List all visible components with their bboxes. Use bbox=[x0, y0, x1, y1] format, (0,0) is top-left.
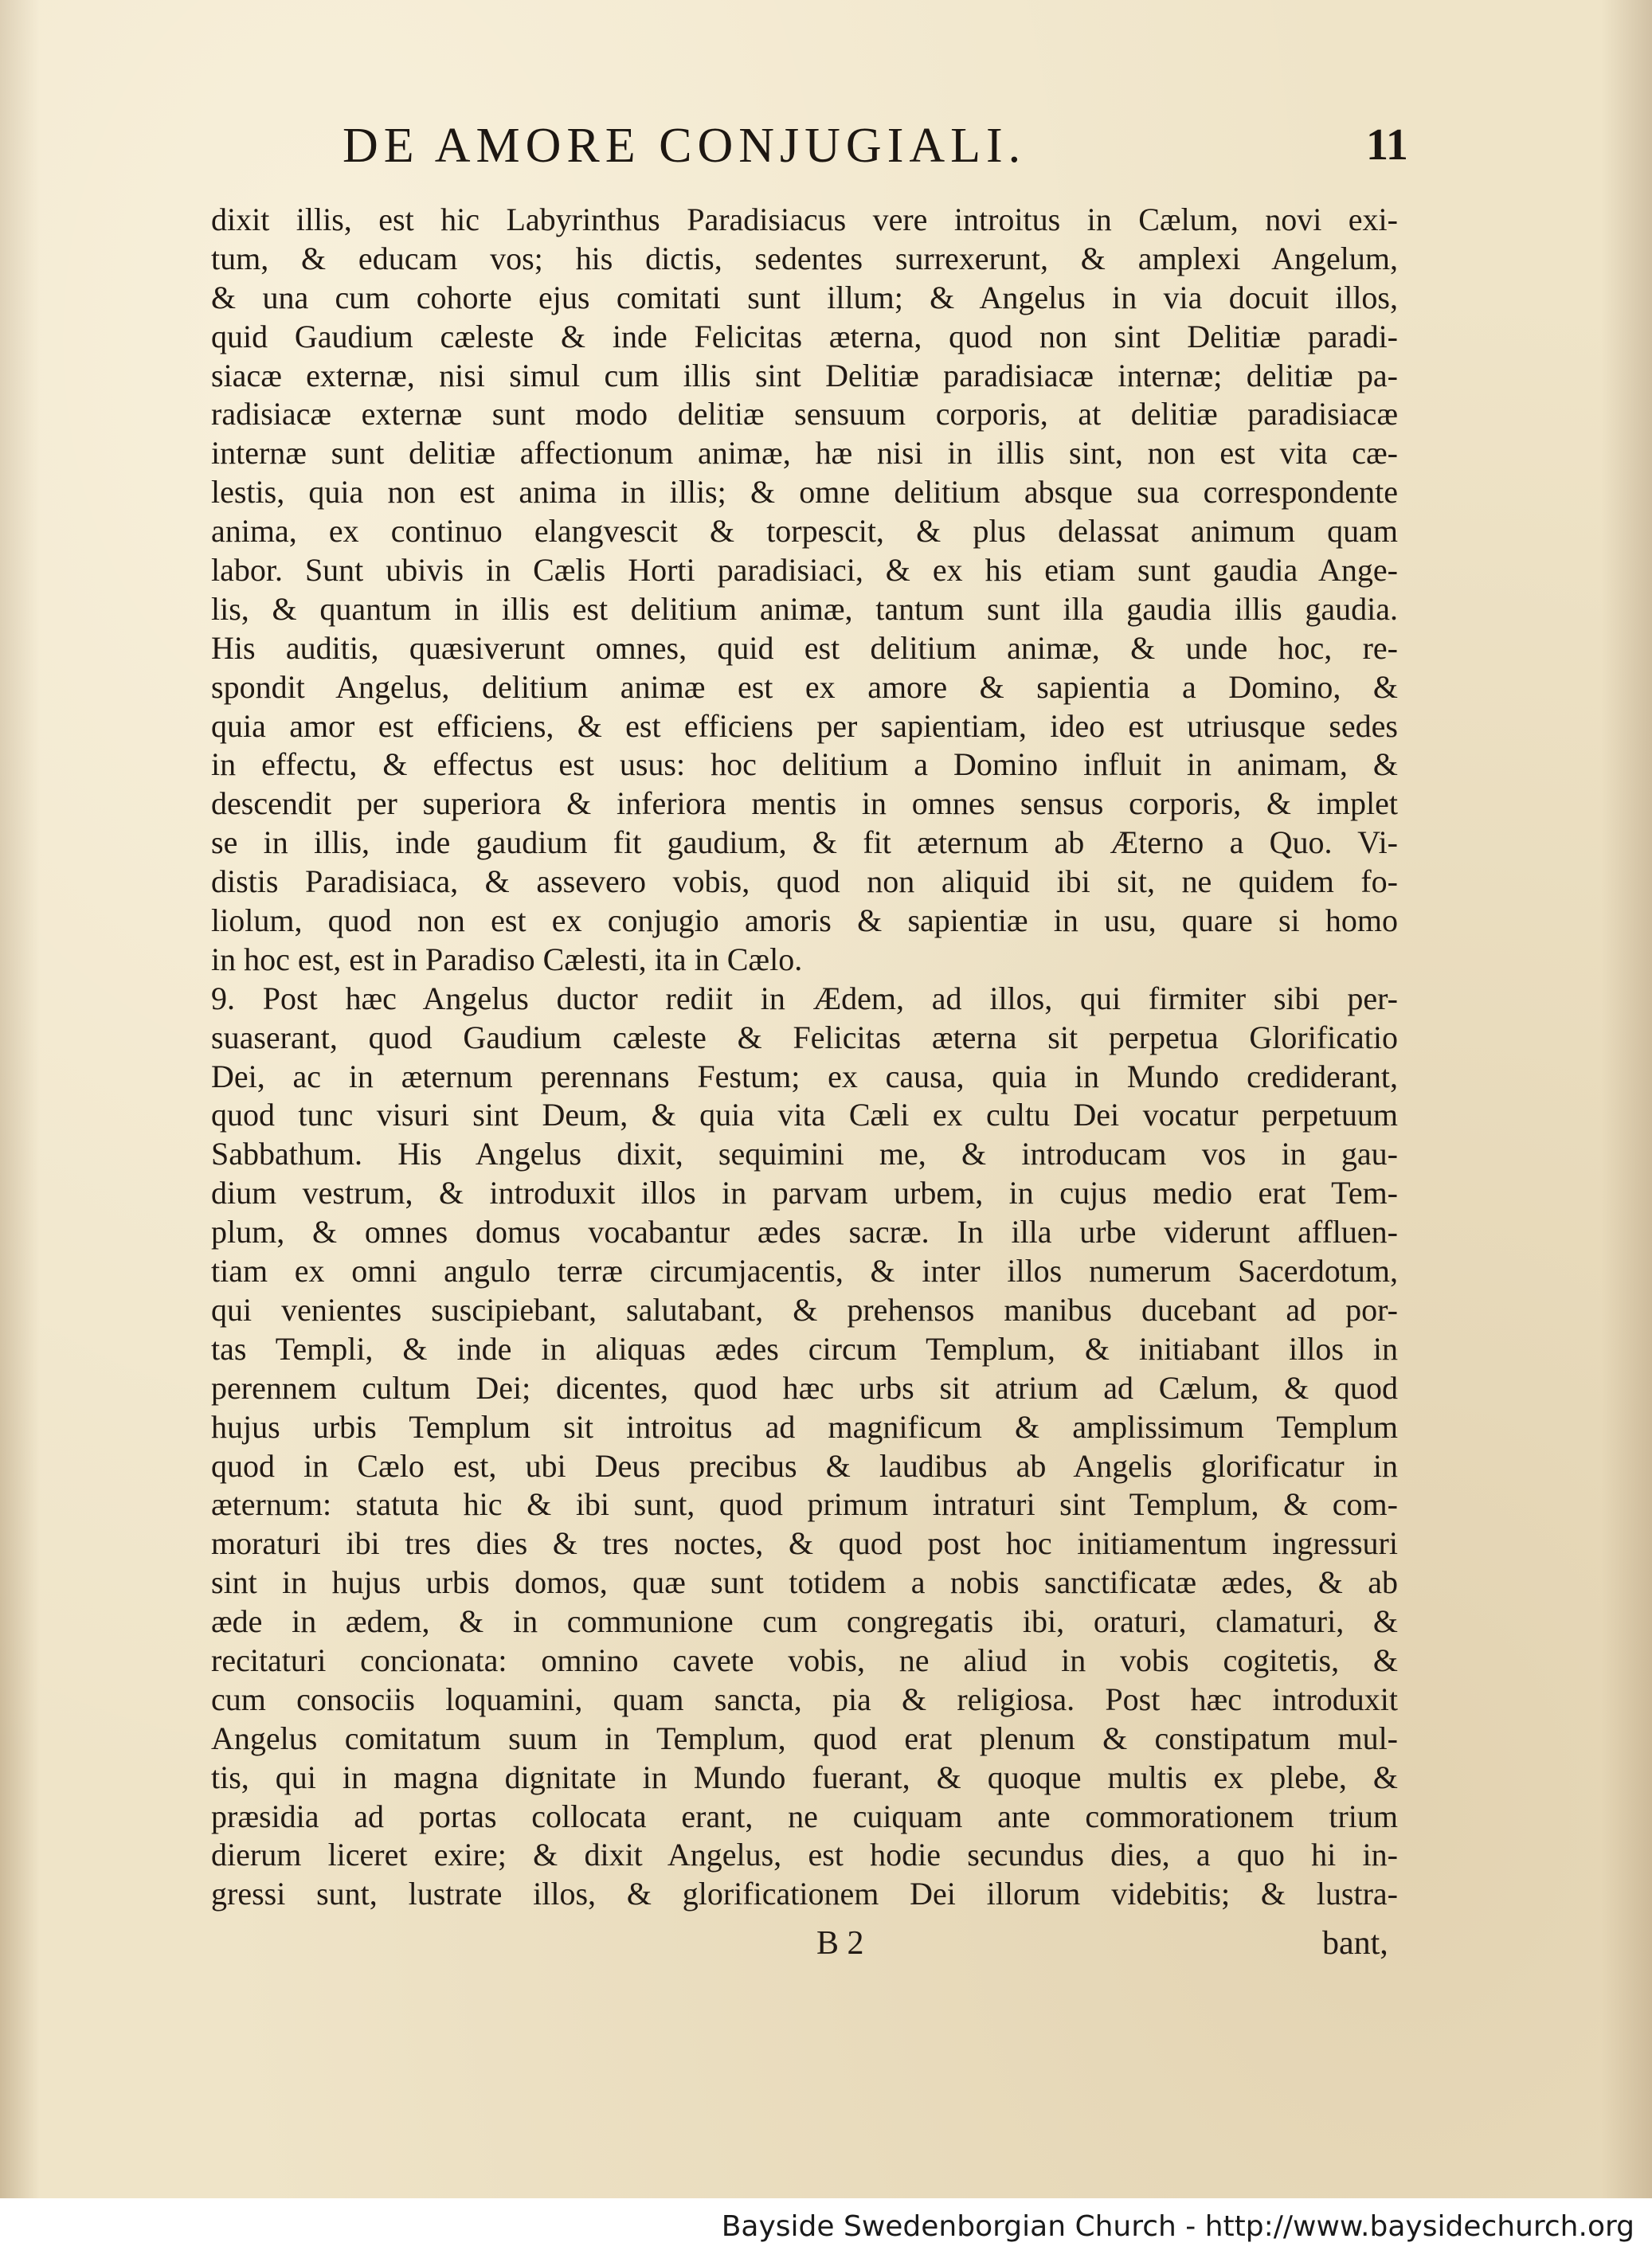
text-line: siacæ externæ, nisi simul cum illis sint Delitiæ paradisiacæ internæ; delitiæ pa- bbox=[211, 357, 1398, 393]
text-line: tum, & educam vos; his dictis, sedentes surrexerunt, & amplexi Angelum, bbox=[211, 240, 1398, 276]
text-line: præsidia ad portas collocata erant, ne cuiquam ante commorationem trium bbox=[211, 1798, 1398, 1834]
text-line: distis Paradisiaca, & assevero vobis, quod non aliquid ibi sit, ne quidem fo- bbox=[211, 863, 1398, 900]
text-line: recitaturi concionata: omnino cavete vobis, ne aliud in vobis cogitetis, & bbox=[211, 1642, 1398, 1678]
text-line: hujus urbis Templum sit introitus ad magnificum & amplissimum Templum bbox=[211, 1408, 1398, 1445]
text-line: quod in Cælo est, ubi Deus precibus & laudibus ab Angelis glorificatur in bbox=[211, 1447, 1398, 1484]
text-line: in hoc est, est in Paradiso Cælesti, ita in Cælo. bbox=[211, 941, 803, 977]
body-text bbox=[211, 201, 1398, 1914]
text-line: plum, & omnes domus vocabantur ædes sacræ. In illa urbe viderunt affluen- bbox=[211, 1214, 1398, 1250]
source-caption: Bayside Swedenborgian Church - http://www.baysidechurch.org bbox=[721, 2210, 1634, 2243]
text-line: dixit illis, est hic Labyrinthus Paradisiacus vere introitus in Cælum, novi exi- bbox=[211, 202, 1398, 237]
text-line: Dei, ac in æternum perennans Festum; ex causa, quia in Mundo crediderant, bbox=[211, 1058, 1398, 1094]
text-line: moraturi ibi tres dies & tres noctes, & quod post hoc initiamentum ingressuri bbox=[211, 1525, 1398, 1562]
text-line: liolum, quod non est ex conjugio amoris & sapientiæ in usu, quare si homo bbox=[211, 902, 1398, 939]
text-line: dium vestrum, & introduxit illos in parvam urbem, in cujus medio erat Tem- bbox=[211, 1175, 1398, 1211]
text-line: æternum: statuta hic & ibi sunt, quod primum intraturi sint Templum, & com- bbox=[211, 1486, 1398, 1523]
text-line: labor. Sunt ubivis in Cælis Horti paradisiaci, & ex his etiam sunt gaudia Ange- bbox=[211, 552, 1398, 589]
text-line: sint in hujus urbis domos, quæ sunt totidem a nobis sanctificatæ ædes, & ab bbox=[211, 1564, 1398, 1601]
page-number: 11 bbox=[1366, 120, 1408, 170]
text-line: se in illis, inde gaudium fit gaudium, & fit æternum ab Æterno a Quo. Vi- bbox=[211, 824, 1398, 861]
text-line: suaserant, quod Gaudium cæleste & Felicitas æterna sit perpetua Glorificatio bbox=[211, 1019, 1398, 1055]
text-line: & una cum cohorte ejus comitati sunt illum; & Angelus in via docuit illos, bbox=[211, 279, 1398, 315]
text-line: quid Gaudium cæleste & inde Felicitas æterna, quod non sint Delitiæ paradi- bbox=[211, 318, 1398, 354]
text-line: æde in ædem, & in communione cum congregatis ibi, oraturi, clamaturi, & bbox=[211, 1603, 1398, 1640]
text-line: qui venientes suscipiebant, salutabant, & prehensos manibus ducebant ad por- bbox=[211, 1291, 1398, 1328]
running-head: DE AMORE CONJUGIALI. bbox=[343, 119, 1027, 173]
text-line: cum consociis loquamini, quam sancta, pia & religiosa. Post hæc introduxit bbox=[211, 1681, 1398, 1717]
signature-mark: B 2 bbox=[816, 1925, 864, 1962]
text-line: 9. Post hæc Angelus ductor rediit in Ædem, ad illos, qui firmiter sibi per- bbox=[211, 980, 1398, 1016]
text-line: His auditis, quæsiverunt omnes, quid est delitium animæ, & unde hoc, re- bbox=[211, 629, 1398, 666]
text-line: quod tunc visuri sint Deum, & quia vita Cæli ex cultu Dei vocatur perpetuum bbox=[211, 1097, 1398, 1133]
text-line: tiam ex omni angulo terræ circumjacentis, & inter illos numerum Sacerdotum, bbox=[211, 1253, 1398, 1289]
text-line: spondit Angelus, delitium animæ est ex amore & sapientia a Domino, & bbox=[211, 668, 1398, 705]
text-line: tas Templi, & inde in aliquas ædes circum Templum, & initiabant illos in bbox=[211, 1330, 1398, 1367]
text-line: descendit per superiora & inferiora mentis in omnes sensus corporis, & implet bbox=[211, 785, 1398, 822]
text-line: lestis, quia non est anima in illis; & omne delitium absque sua correspondente bbox=[211, 474, 1398, 511]
text-line: quia amor est efficiens, & est efficiens per sapientiam, ideo est utriusque sedes bbox=[211, 707, 1398, 744]
text-line: gressi sunt, lustrate illos, & glorificationem Dei illorum videbitis; & lustra- bbox=[211, 1876, 1398, 1912]
text-line: perennem cultum Dei; dicentes, quod hæc urbs sit atrium ad Cælum, & quod bbox=[211, 1369, 1398, 1406]
text-line: lis, & quantum in illis est delitium animæ, tantum sunt illa gaudia illis gaudia. bbox=[211, 590, 1398, 627]
text-line: radisiacæ externæ sunt modo delitiæ sensuum corporis, at delitiæ paradisiacæ bbox=[211, 396, 1398, 432]
text-line: dierum liceret exire; & dixit Angelus, est hodie secundus dies, a quo hi in- bbox=[211, 1837, 1398, 1873]
text-line: internæ sunt delitiæ affectionum animæ, hæ nisi in illis sint, non est vita cæ- bbox=[211, 435, 1398, 472]
catchword: bant, bbox=[1322, 1925, 1388, 1962]
text-line: tis, qui in magna dignitate in Mundo fuerant, & quoque multis ex plebe, & bbox=[211, 1759, 1398, 1795]
text-line: anima, ex continuo elangvescit & torpescit, & plus delassat animum quam bbox=[211, 513, 1398, 550]
text-line: in effectu, & effectus est usus: hoc delitium a Domino influit in animam, & bbox=[211, 746, 1398, 783]
text-line: Sabbathum. His Angelus dixit, sequimini me, & introducam vos in gau- bbox=[211, 1136, 1398, 1172]
text-line: Angelus comitatum suum in Templum, quod erat plenum & constipatum mul- bbox=[211, 1720, 1398, 1756]
